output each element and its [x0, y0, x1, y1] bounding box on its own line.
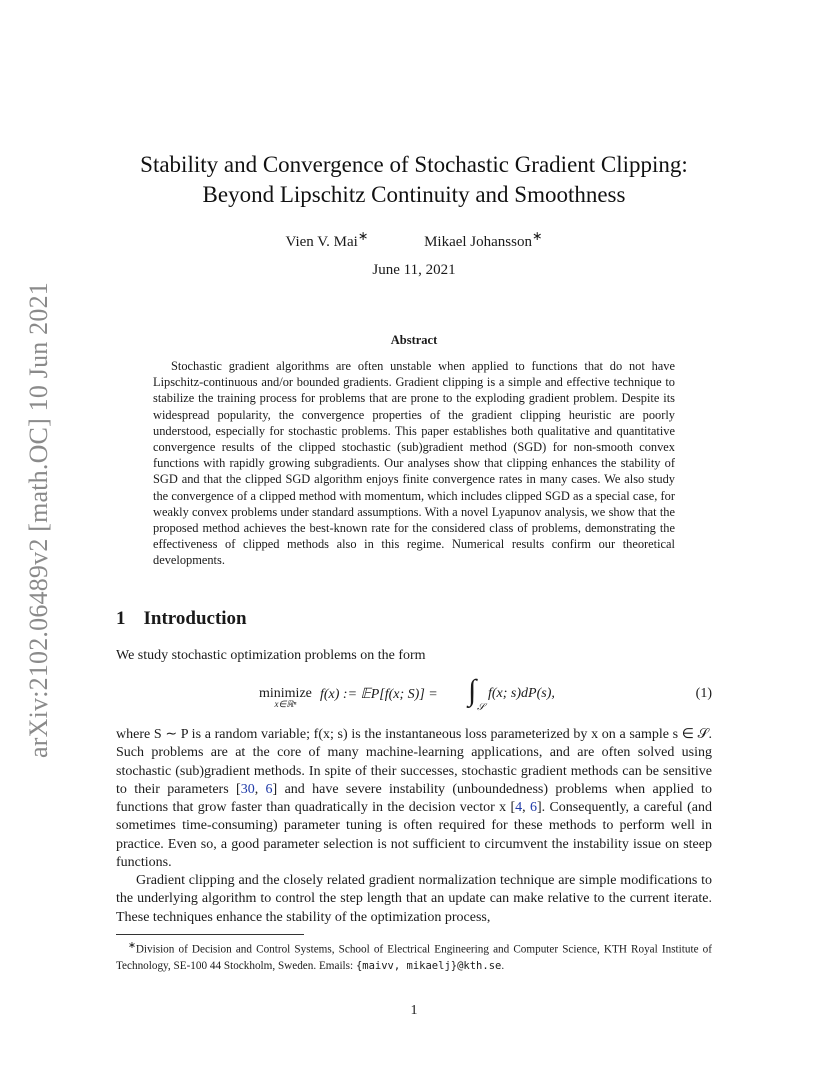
author-1 — [286, 228, 369, 251]
footnote-mark: ∗ — [128, 941, 136, 951]
paragraph-text: , — [522, 800, 530, 816]
author-name: Mikael Johansson — [424, 234, 532, 250]
author-2 — [424, 228, 542, 251]
paragraph-text: ] and have severe instability (unboundedness) problems when applied to functions that grow faster than quadratically in the decision vector x [ — [116, 781, 712, 816]
author-list — [100, 228, 728, 251]
citation-link[interactable]: 6 — [529, 800, 537, 816]
title-line-1: Stability and Convergence of Stochastic Gradient Clipping: — [140, 152, 688, 177]
minimize-subscript: x∈ℝⁿ — [274, 699, 297, 709]
paragraph-text: , — [254, 781, 266, 797]
paragraph-text: where S ∼ P is a random variable; f(x; s) is the instantaneous loss parameterized by x on a sample s ∈ 𝒮. Such problems are at the core of many machine-learning applications, and are often solved using stochastic (sub)gradient methods. In spite of their successes, stochastic gradient methods can be sensitive to their parameters [ — [116, 727, 712, 797]
section-title: Introduction — [143, 608, 247, 629]
author-footnote-mark: ∗ — [531, 229, 543, 243]
paragraph-text: ]. Consequently, a careful (and sometimes time-consuming) parameter tuning is often required for these methods to perform well in practice. Even so, a good parameter selection is not sufficient to circumvent the instability issue on steep functions. — [116, 800, 712, 871]
paragraph-3: Gradient clipping and the closely related gradient normalization technique are simple modifications to the underlying algorithm to control the step length that an update can make relative to the current iterate. These techniques enhance the stability of the optimization process, — [116, 873, 712, 925]
intro-sentence: We study stochastic optimization problems on the form — [116, 648, 426, 663]
title-line-2: Beyond Lipschitz Continuity and Smoothness — [202, 182, 626, 207]
abstract-body: Stochastic gradient algorithms are often unstable when applied to functions that do not have Lipschitz-continuous and/or bounded gradients. Gradient clipping is a simple and effective technique to stabilize the training process for problems that are prone to the exploding gradient problem. Despite its widespread popularity, the convergence properties of the gradient clipping heuristic are poorly understood, especially for stochastic problems. This paper establishes both qualitative and quantitative convergence results of the clipped stochastic (sub)gradient method (SGD) for non-smooth convex functions with rapidly growing subgradients. Our analyses show that clipping enhances the stability of SGD and that the clipped SGD algorithm enjoys finite convergence rates in many cases. We also study the convergence of a clipped method with momentum, which includes clipped SGD as a special case, for weakly convex problems under standard assumptions. With a novel Lyapunov analysis, we show that the proposed method achieves the best-known rate for the considered class of problems, demonstrating the effectiveness of clipped methods also in this regime. Numerical results confirm our theoretical developments. — [153, 359, 675, 568]
abstract-heading: Abstract — [390, 333, 438, 347]
footnote-text: Division of Decision and Control Systems, School of Electrical Engineering and Computer Science, KTH Royal Institute of Technology, SE-100 44 Stockholm, Sweden. Emails: — [116, 943, 712, 972]
equation-1 — [116, 674, 712, 726]
integral-subscript: 𝒮 — [477, 702, 485, 713]
integral-sign: ∫ — [468, 674, 477, 707]
equation-rhs: f(x) := 𝔼P[f(x; S)] = — [320, 687, 438, 702]
citation-link[interactable]: 6 — [265, 781, 273, 797]
arxiv-identifier: arXiv:2102.06489v2 [math.OC] 10 Jun 2021 — [24, 282, 53, 758]
section-heading — [116, 608, 247, 630]
publication-date: June 11, 2021 — [372, 262, 456, 278]
section-number: 1 — [116, 608, 126, 629]
equation-number: (1) — [695, 686, 712, 701]
minimize-word: minimize — [259, 686, 312, 701]
paragraph-2 — [116, 726, 712, 872]
equation-operator — [259, 686, 312, 710]
arxiv-sidebar-stamp — [16, 260, 62, 780]
footnote — [116, 938, 712, 974]
author-footnote-mark: ∗ — [357, 229, 369, 243]
footnote-divider — [116, 934, 304, 935]
page-number: 1 — [410, 1003, 418, 1018]
citation-link[interactable]: 4 — [515, 800, 523, 816]
footnote-end: . — [501, 959, 505, 972]
citation-link[interactable]: 30 — [240, 781, 255, 797]
footnote-emails: {maivv, mikaelj}@kth.se — [355, 959, 502, 972]
author-name: Vien V. Mai — [285, 234, 358, 250]
paper-title — [100, 150, 728, 210]
equation-integrand: f(x; s)dP(s), — [488, 686, 555, 701]
